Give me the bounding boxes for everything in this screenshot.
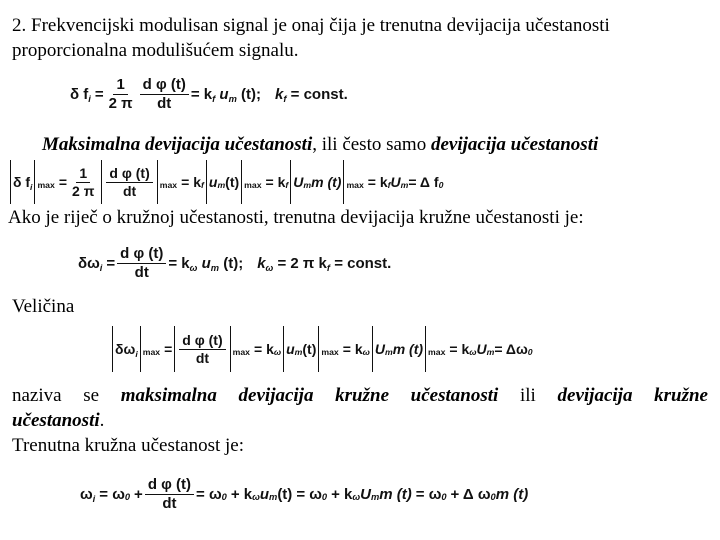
eq4-max-3: max xyxy=(321,347,339,358)
eq1-equals: = xyxy=(94,85,104,103)
eq3-equals: = xyxy=(106,254,116,272)
eq4-max-1: max xyxy=(142,347,161,358)
eq2-max-1: max xyxy=(37,180,55,191)
paragraph-angular-deviation: Ako je riječ o kružnoj učestanosti, trenutna devijacija kružne učestanosti je: xyxy=(8,207,584,228)
eq5-lhs: $\omega_i$ xyxy=(80,485,96,504)
term-max-angular-deviation: maksimalna devijacija kružne učestanosti xyxy=(120,385,499,406)
paragraph-fm-definition-line2: proporcionalna modulišućem signalu. xyxy=(12,40,299,61)
eq3-condition: $k_\omega = 2$ π $k_f$ = const. xyxy=(257,254,392,273)
paragraph-naziva-se-line2: učestanosti. xyxy=(12,410,105,431)
paragraph-max-deviation xyxy=(42,134,598,156)
eq4-equals: = xyxy=(164,341,173,357)
equation-instant-angular-frequency: $\omega_i$ = ω 0 + $\frac{\text{d φ (t)}}{dt}$ = ω 0 + k ω u m (t) = ω 0 + k ω U m m (t) = ω 0 + Δ ω 0 m (t) xyxy=(80,475,529,512)
paragraph-naziva-se: naziva se maksimalna devijacija kružne učestanosti ili devijacija kružne xyxy=(12,385,708,406)
eq2-fraction-1-over-2pi: $\frac{1}{2 \pi}$ xyxy=(72,164,95,199)
eq1-lhs: δ $f_i$ xyxy=(70,85,91,104)
eq3-rhs: = $k_\omega$ $u_m$ (t); xyxy=(168,254,244,273)
eq2-max-3: max xyxy=(244,180,262,191)
eq3-fraction-dphi-dt: $\frac{\text{d φ (t)}}{dt}$ xyxy=(117,246,166,281)
eq2-max-4: max xyxy=(346,180,364,191)
eq1-rhs: = $k_f$ $u_m$ (t); xyxy=(190,85,262,104)
eq2-equals: = xyxy=(58,174,68,190)
paragraph-instant-angular-frequency: Trenutna kružna učestanost je: xyxy=(12,435,244,456)
term-angular-deviation: devijacija kružne xyxy=(557,385,708,406)
equation-max-frequency-deviation: δ $f_i$ max = $\frac{1}{2 \pi}$ $\frac{\text{d φ (t)}}{dt}$ max = k f u m (t) max = k f U m m (t) max = k f U m = Δ f 0 xyxy=(8,160,443,204)
equation-instant-angular-deviation xyxy=(78,243,391,283)
equation-instant-frequency-deviation xyxy=(70,74,348,114)
eq1-fraction-dphi-dt: $\frac{\text{d φ (t)}}{dt}$ xyxy=(140,77,189,112)
term-deviation: devijacija učestanosti xyxy=(430,134,599,155)
eq4-fraction-dphi-dt: $\frac{\text{d φ (t)}}{dt}$ xyxy=(179,333,225,365)
eq1-fraction-1-over-2pi: $\frac{1}{2 \pi}$ xyxy=(108,75,133,112)
term-ucestanosti: učestanosti xyxy=(12,410,100,431)
equation-max-angular-deviation: $\delta\omega_i$ max = $\frac{\text{d φ (t)}}{dt}$ max = k ω u m (t) max = k ω U m m (t) max = k ω U m = Δω 0 xyxy=(110,326,533,372)
eq4-max-4: max xyxy=(428,347,446,358)
eq2-fraction-dphi-dt: $\frac{\text{d φ (t)}}{dt}$ xyxy=(106,166,152,198)
paragraph-max-deviation-mid: , ili često samo xyxy=(312,134,431,155)
eq1-condition: $k_f$ = const. xyxy=(275,85,348,104)
term-max-deviation: Maksimalna devijacija učestanosti xyxy=(42,134,313,155)
paragraph-velicina: Veličina xyxy=(12,296,75,317)
eq5-fraction-dphi-dt: $\frac{\text{d φ (t)}}{dt}$ xyxy=(145,477,194,512)
eq2-term1: δ $f_i$ xyxy=(13,174,33,193)
eq4-term1: $\delta\omega_i$ xyxy=(115,341,138,360)
eq4-max-2: max xyxy=(232,347,250,358)
eq3-lhs: $\delta\omega_i$ xyxy=(78,254,103,273)
paragraph-fm-definition-line1: 2. Frekvencijski modulisan signal je onaj čija je trenutna devijacija učestanosti xyxy=(12,15,610,36)
eq2-max-2: max xyxy=(159,180,178,191)
